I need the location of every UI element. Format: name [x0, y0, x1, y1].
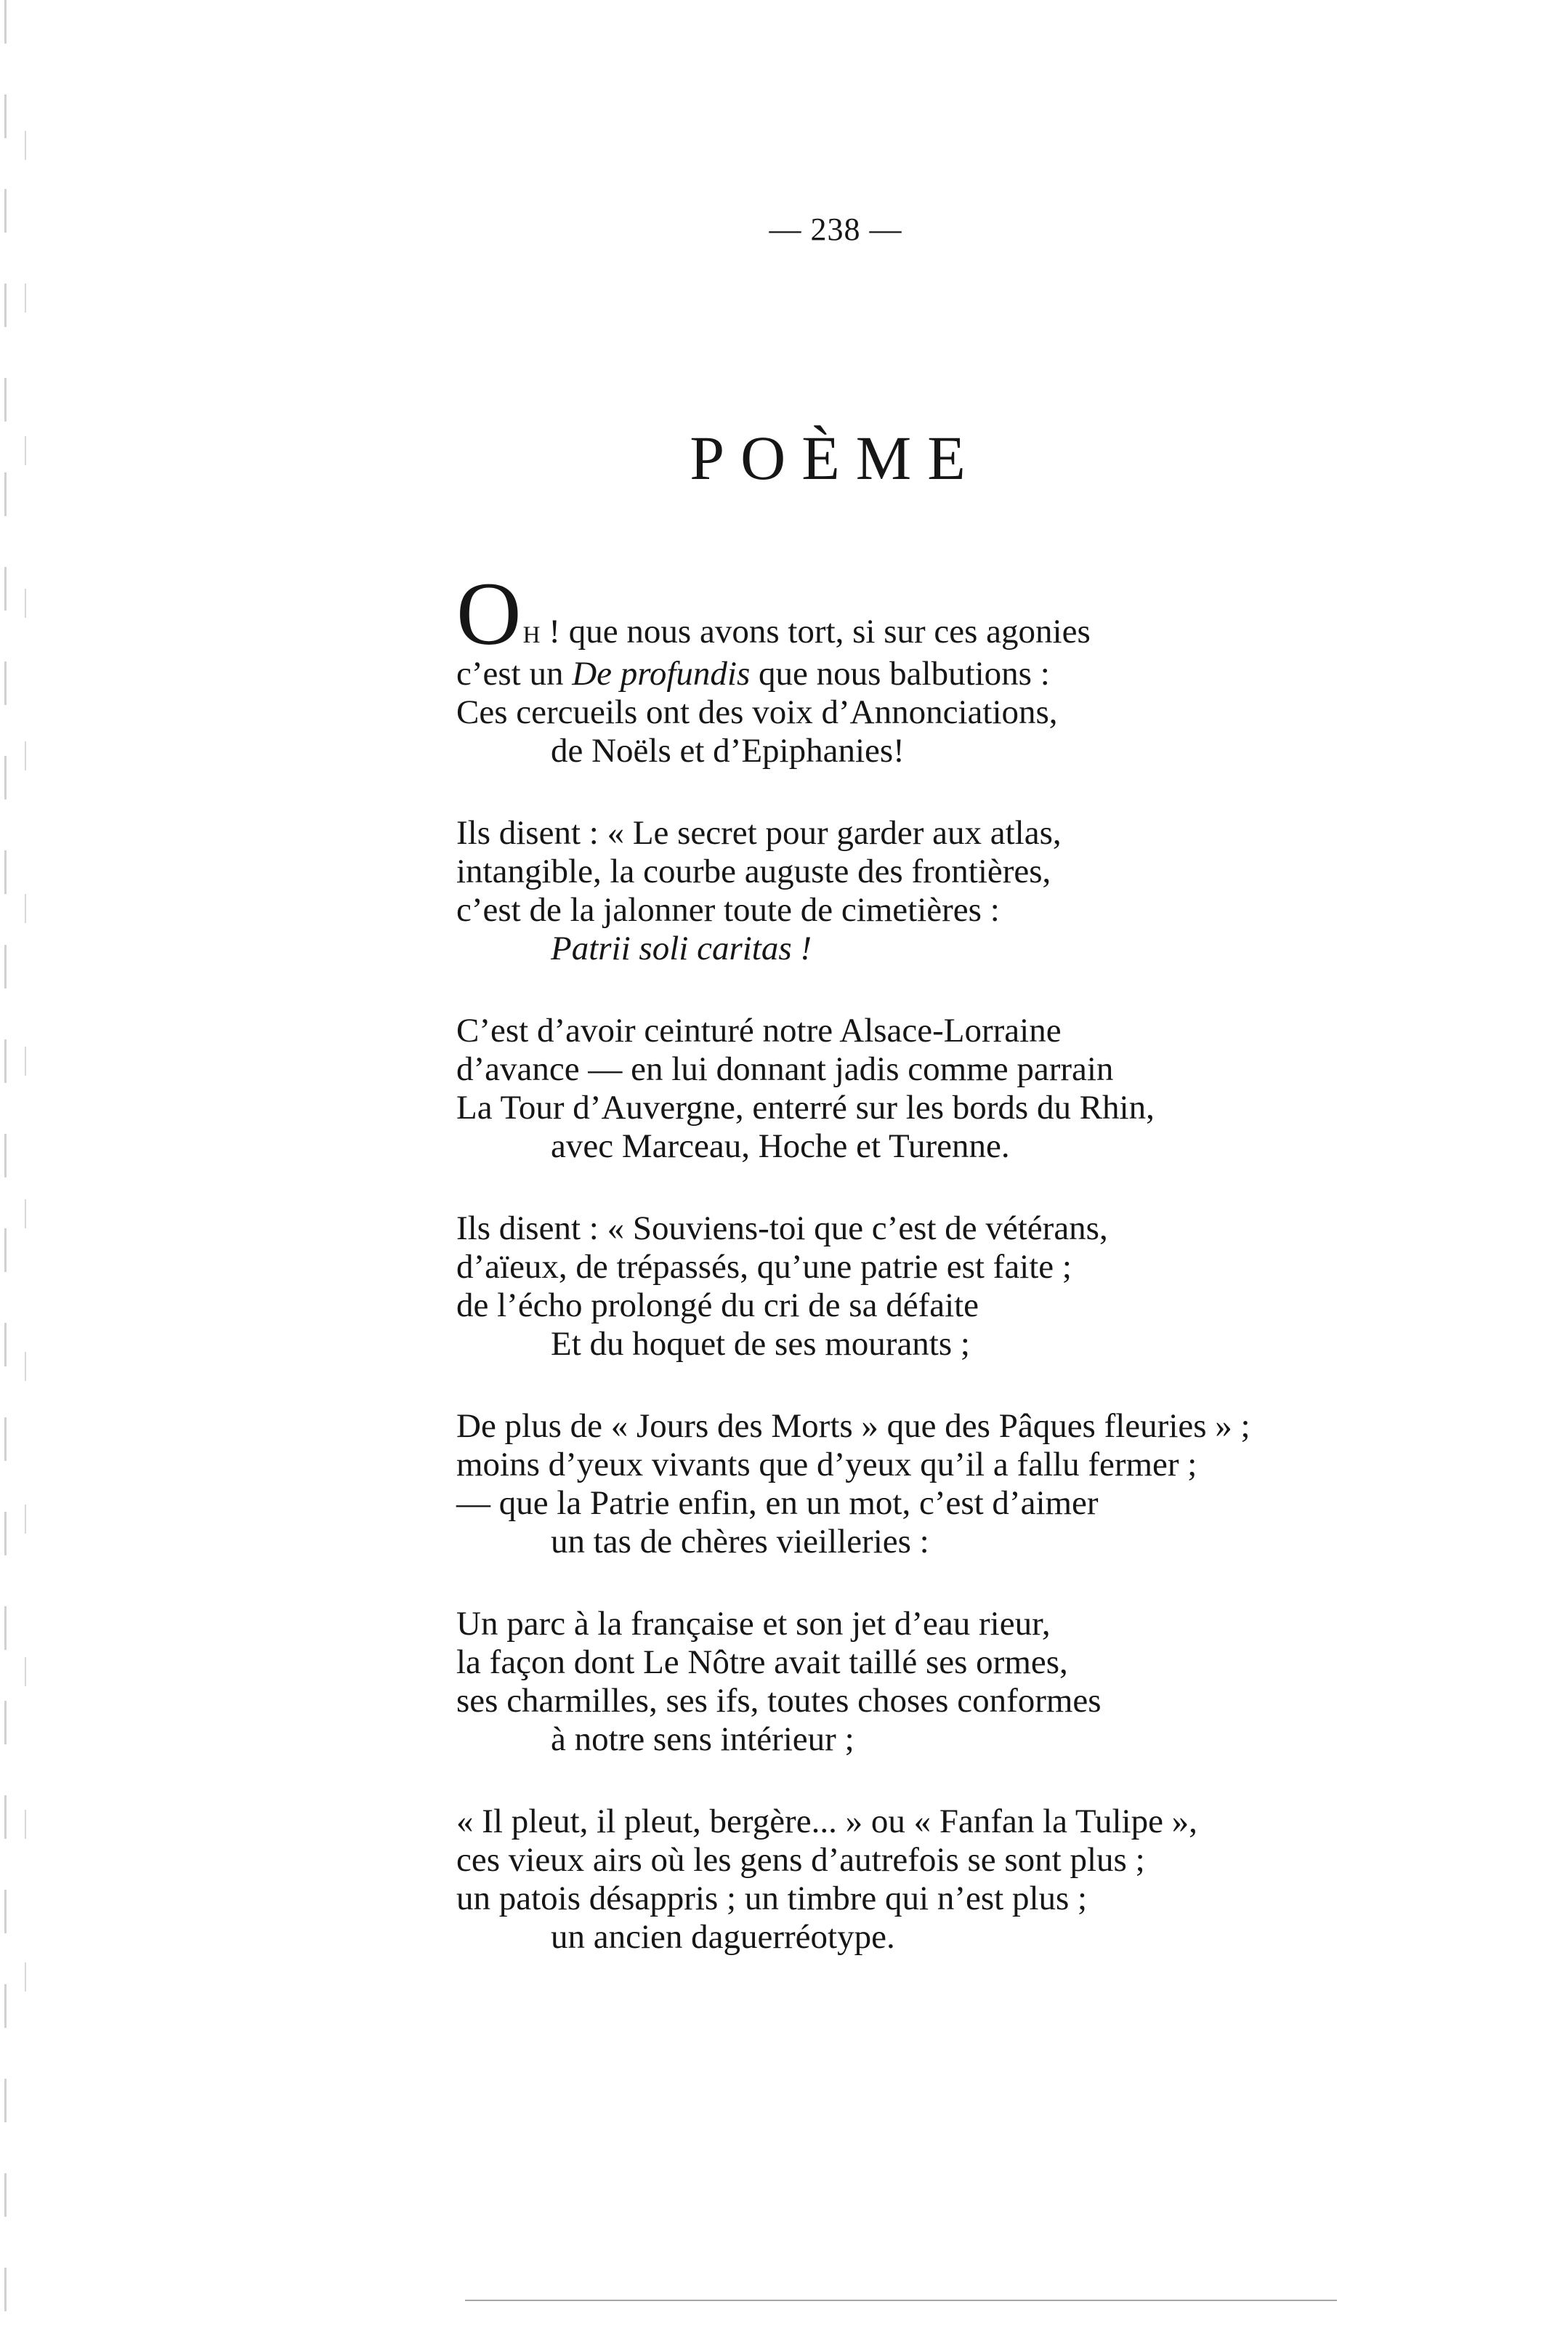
line-text: c’est un [456, 655, 573, 693]
poem-line-indented: un ancien daguerréotype. [551, 1918, 895, 1956]
first-line-text: ! que nous avons tort, si sur ces agonies [549, 613, 1091, 651]
stanza [456, 1407, 1546, 1561]
stanza [456, 814, 1546, 968]
poem-line [456, 655, 1546, 693]
poem-line: intangible, la courbe auguste des frontières, [456, 853, 1051, 890]
line-text: que nous balbutions : [750, 655, 1050, 693]
scan-edge-artifact [4, 0, 7, 2328]
poem-line: ses charmilles, ses ifs, toutes choses conformes [456, 1682, 1102, 1720]
poem-line: moins d’yeux vivants que d’yeux qu’il a fallu fermer ; [456, 1446, 1197, 1483]
scan-edge-artifact [25, 131, 26, 2021]
poem-line: un patois désappris ; un timbre qui n’est plus ; [456, 1880, 1088, 1917]
poem-line: c’est de la jalonner toute de cimetières : [456, 891, 1000, 929]
poem-line: De plus de « Jours des Morts » que des Pâques fleuries » ; [456, 1407, 1250, 1445]
stanza [456, 1605, 1546, 1759]
poem-line: d’avance — en lui donnant jadis comme parrain [456, 1050, 1114, 1088]
poem-line-indented: un tas de chères vieilleries : [551, 1523, 929, 1560]
poem-line-indented: avec Marceau, Hoche et Turenne. [551, 1127, 1010, 1165]
poem-line: ces vieux airs où les gens d’autrefois se sont plus ; [456, 1841, 1145, 1879]
poem-line: la façon dont Le Nôtre avait taillé ses ormes, [456, 1643, 1068, 1681]
poem-line-indented: à notre sens intérieur ; [551, 1720, 854, 1758]
small-caps-letter: H [522, 622, 542, 648]
drop-cap: O [456, 564, 522, 664]
poem-line-first [456, 564, 1546, 664]
poem-line: d’aïeux, de trépassés, qu’une patrie est faite ; [456, 1248, 1072, 1286]
stanza [456, 1209, 1546, 1364]
poem-line-indented: Et du hoquet de ses mourants ; [551, 1325, 970, 1363]
poem-line-indented: Patrii soli caritas ! [551, 930, 812, 967]
poem-body [456, 564, 1546, 2000]
poem-line: C’est d’avoir ceinturé notre Alsace-Lorraine [456, 1012, 1062, 1050]
stanza [456, 1012, 1546, 1166]
italic-phrase: De profundis [572, 655, 751, 693]
poem-line: de l’écho prolongé du cri de sa défaite [456, 1286, 979, 1324]
poem-line-indented: de Noëls et d’Epiphanies! [551, 732, 905, 770]
page-number: — 238 — [769, 212, 902, 247]
poem-line: La Tour d’Auvergne, enterré sur les bords du Rhin, [456, 1089, 1155, 1127]
poem-title: POÈME [690, 423, 982, 493]
poem-line: Un parc à la française et son jet d’eau rieur, [456, 1605, 1051, 1643]
poem-line: — que la Patrie enfin, en un mot, c’est d’aimer [456, 1484, 1099, 1522]
poem-line: Ces cercueils ont des voix d’Annonciations, [456, 693, 1058, 731]
poem-line: Ils disent : « Le secret pour garder aux atlas, [456, 814, 1062, 852]
stanza [456, 564, 1546, 770]
bottom-rule [465, 2300, 1337, 2301]
poem-line: « Il pleut, il pleut, bergère... » ou « Fanfan la Tulipe », [456, 1803, 1197, 1840]
poem-line: Ils disent : « Souviens-toi que c’est de vétérans, [456, 1209, 1108, 1247]
stanza [456, 1803, 1546, 1957]
